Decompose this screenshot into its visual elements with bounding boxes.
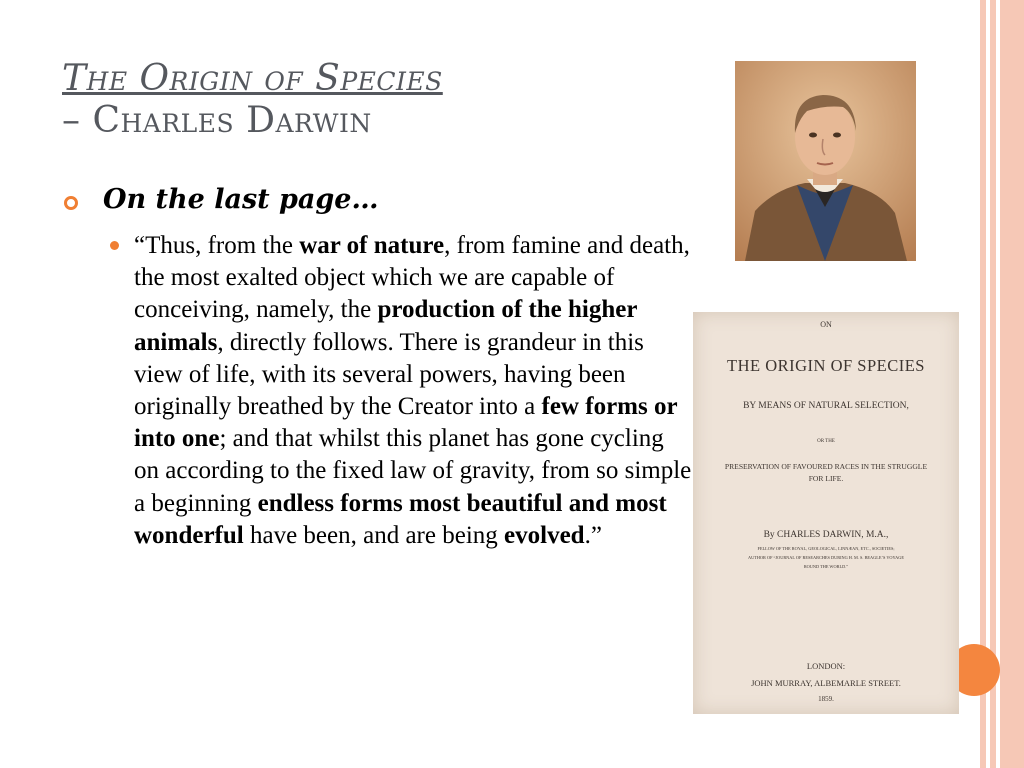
quote-text: “Thus, from the [134, 232, 300, 259]
book-credentials-line3: ROUND THE WORLD.” [803, 564, 849, 569]
book-publisher: JOHN MURRAY, ALBEMARLE STREET. [751, 678, 901, 688]
darwin-quote [134, 230, 694, 552]
book-or-the: OR THE [817, 439, 835, 444]
bullet-dot-icon [110, 241, 119, 250]
title-author: – Charles Darwin [62, 100, 372, 141]
book-year: 1859. [818, 695, 834, 703]
decorative-stripe [1000, 0, 1024, 768]
book-preservation-line2: FOR LIFE. [808, 474, 844, 483]
quote-text: have been, and are being [243, 521, 505, 549]
book-title-page [693, 312, 959, 714]
book-subtitle: BY MEANS OF NATURAL SELECTION, [743, 401, 909, 411]
bullet-circle-icon [64, 196, 78, 210]
quote-text: , directly follows. There is grandeur in this view of life, with its several powers, having been originally breathed by the Creator into a [134, 328, 644, 421]
quote-emphasis: few forms or into one [134, 393, 678, 453]
book-preservation-line1: PRESERVATION OF FAVOURED RACES IN THE STRUGGLE [724, 462, 928, 471]
quote-emphasis: endless forms most beautiful and most wonderful [134, 489, 667, 549]
portrait-illustration [735, 61, 916, 261]
quote-text: , from famine and death, the most exalted object which we are capable of conceiving, namely, the [134, 232, 690, 324]
quote-emphasis: war of nature [299, 232, 445, 259]
quote-emphasis: production of the higher animals [134, 296, 637, 356]
bullet-heading: On the last page… [103, 184, 379, 215]
book-author: By CHARLES DARWIN, M.A., [763, 530, 889, 540]
book-credentials-line1: FELLOW OF THE ROYAL, GEOLOGICAL, LINNÆAN, ETC., SOCIETIES; [757, 546, 895, 551]
title-book-name: The Origin of Species [62, 58, 443, 99]
quote-emphasis: evolved [504, 521, 585, 549]
slide-title [62, 58, 712, 142]
book-credentials-line2: AUTHOR OF “JOURNAL OF RESEARCHES DURING H. M. S. BEAGLE’S VOYAGE [747, 555, 904, 560]
book-title: THE ORIGIN OF SPECIES [727, 356, 925, 375]
book-city: LONDON: [806, 661, 846, 671]
darwin-portrait [735, 61, 916, 261]
book-on: ON [820, 320, 832, 329]
quote-text: ; and that whilst this planet has gone cycling on according to the fixed law of gravity, from so simple a beginning [134, 425, 692, 517]
quote-text: .” [584, 521, 602, 549]
